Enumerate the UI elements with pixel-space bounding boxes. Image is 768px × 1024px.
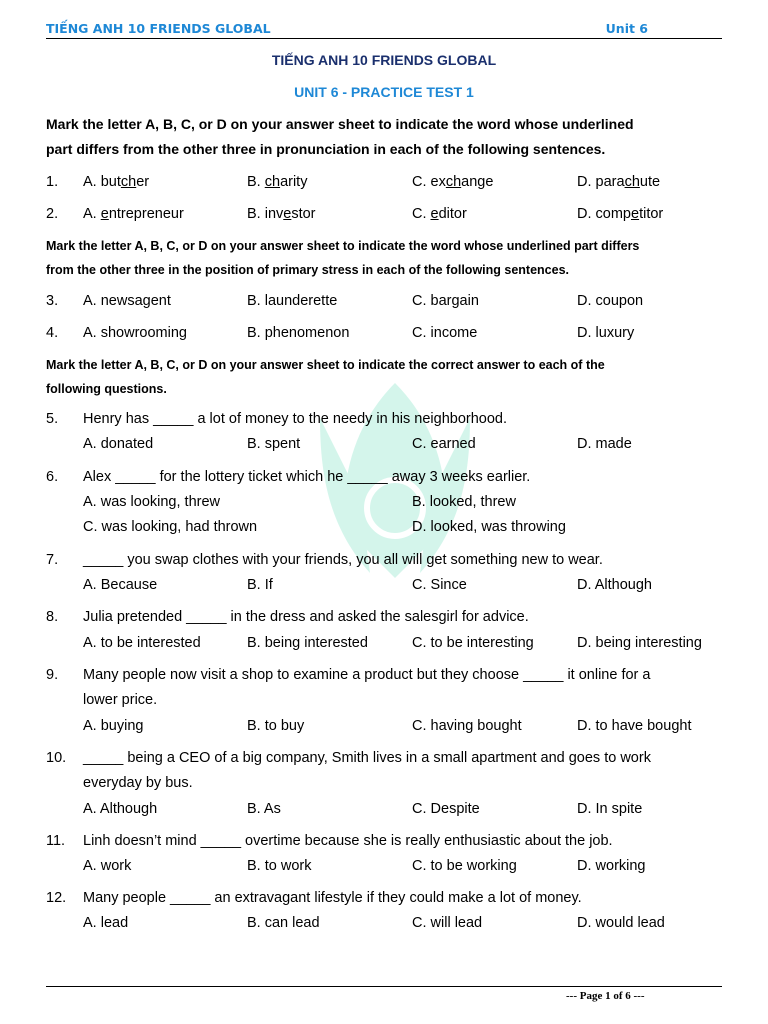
option-a[interactable]: A. lead [83, 915, 129, 931]
option-a[interactable]: A. buying [83, 718, 144, 734]
question-6-stem [0, 466, 768, 488]
option-d[interactable]: D. working [577, 858, 646, 874]
option-c[interactable]: C. Despite [412, 801, 480, 817]
option-a[interactable]: A. entrepreneur [83, 206, 184, 222]
option-c[interactable]: C. will lead [412, 915, 483, 931]
option-b[interactable]: B. to buy [247, 718, 305, 734]
question-number: 8. [46, 609, 59, 625]
option-b[interactable]: B. charity [247, 174, 308, 190]
question-7-stem [0, 549, 768, 571]
option-b[interactable]: B. looked, threw [412, 494, 516, 510]
option-d[interactable]: D. Although [577, 577, 652, 593]
option-b[interactable]: B. spent [247, 436, 301, 452]
running-header [46, 18, 722, 39]
question-10-stem-cont [0, 772, 768, 794]
question-10-stem [0, 747, 768, 769]
question-number: 4. [46, 325, 59, 341]
option-c[interactable]: C. bargain [412, 293, 479, 309]
document-title: TIẾNG ANH 10 FRIENDS GLOBAL [271, 52, 497, 68]
question-9-options [0, 715, 768, 737]
question-12-stem [0, 887, 768, 909]
question-12-options [0, 912, 768, 934]
question-1-options [0, 171, 768, 193]
option-a[interactable]: A. newsagent [83, 293, 171, 309]
question-number: 11. [46, 833, 66, 849]
question-5-stem [0, 408, 768, 430]
option-d[interactable]: D. coupon [577, 293, 644, 309]
question-number: 3. [46, 293, 59, 309]
question-text: everyday by bus. [83, 775, 193, 791]
option-c[interactable]: C. having bought [412, 718, 522, 734]
question-5-options [0, 433, 768, 455]
option-d[interactable]: D. being interesting [577, 635, 702, 651]
question-text: Many people _____ an extravagant lifestyle if they could make a lot of money. [83, 890, 582, 906]
footer-divider [46, 986, 722, 987]
question-text: _____ you swap clothes with your friends, you all will get something new to wear. [83, 552, 603, 568]
question-8-options [0, 632, 768, 654]
question-text: lower price. [83, 692, 158, 708]
header-course-title: TIẾNG ANH 10 FRIENDS GLOBAL [46, 21, 271, 36]
option-b[interactable]: B. If [247, 577, 273, 593]
option-b[interactable]: B. investor [247, 206, 316, 222]
option-d[interactable]: D. parachute [577, 174, 661, 190]
option-c[interactable]: C. earned [412, 436, 476, 452]
option-c[interactable]: C. to be interesting [412, 635, 534, 651]
question-9-stem [0, 664, 768, 686]
question-number: 5. [46, 411, 59, 427]
option-c[interactable]: C. exchange [412, 174, 494, 190]
option-b[interactable]: B. to work [247, 858, 312, 874]
question-number: 9. [46, 667, 59, 683]
option-a[interactable]: A. Because [83, 577, 158, 593]
option-d[interactable]: D. In spite [577, 801, 643, 817]
instruction-stress [46, 234, 726, 282]
option-d[interactable]: D. would lead [577, 915, 665, 931]
question-11-stem [0, 830, 768, 852]
question-8-stem [0, 606, 768, 628]
instruction-line: part differs from the other three in pronunciation in each of the following sentences. [46, 141, 606, 157]
option-a[interactable]: A. donated [83, 436, 154, 452]
option-d[interactable]: D. looked, was throwing [412, 519, 566, 535]
question-number: 10. [46, 750, 67, 766]
option-b[interactable]: B. launderette [247, 293, 338, 309]
question-7-options [0, 574, 768, 596]
question-number: 6. [46, 469, 59, 485]
option-c[interactable]: C. editor [412, 206, 467, 222]
instruction-correct-answer [46, 353, 726, 401]
question-text: Henry has _____ a lot of money to the needy in his neighborhood. [83, 411, 508, 427]
option-c[interactable]: C. was looking, had thrown [83, 519, 258, 535]
question-2-options [0, 203, 768, 225]
instruction-line: Mark the letter A, B, C, or D on your answer sheet to indicate the correct answer to each of the [46, 358, 605, 372]
question-10-options [0, 798, 768, 820]
instruction-line: from the other three in the position of primary stress in each of the following sentences. [46, 263, 569, 277]
option-a[interactable]: A. to be interested [83, 635, 201, 651]
question-9-stem-cont [0, 689, 768, 711]
option-c[interactable]: C. income [412, 325, 478, 341]
option-c[interactable]: C. Since [412, 577, 467, 593]
option-a[interactable]: A. work [83, 858, 132, 874]
question-4-options [0, 322, 768, 344]
question-text: Alex _____ for the lottery ticket which he _____ away 3 weeks earlier. [83, 469, 531, 485]
header-unit-label: Unit 6 [605, 21, 648, 36]
question-number: 12. [46, 890, 67, 906]
question-number: 2. [46, 206, 59, 222]
option-a[interactable]: A. showrooming [83, 325, 187, 341]
option-d[interactable]: D. made [577, 436, 632, 452]
instruction-line: Mark the letter A, B, C, or D on your answer sheet to indicate the word whose underlined part differs [46, 239, 640, 253]
question-6-options-row2 [0, 516, 768, 538]
option-b[interactable]: B. being interested [247, 635, 368, 651]
instruction-line: following questions. [46, 382, 167, 396]
page-number: --- Page 1 of 6 --- [566, 990, 645, 1002]
option-a[interactable]: A. was looking, threw [83, 494, 221, 510]
instruction-pronunciation [46, 112, 726, 162]
question-text: _____ being a CEO of a big company, Smith lives in a small apartment and goes to work [83, 750, 651, 766]
option-b[interactable]: B. phenomenon [247, 325, 350, 341]
question-number: 1. [46, 174, 59, 190]
option-d[interactable]: D. luxury [577, 325, 635, 341]
question-number: 7. [46, 552, 59, 568]
option-a[interactable]: A. Although [83, 801, 158, 817]
option-d[interactable]: D. to have bought [577, 718, 692, 734]
question-text: Linh doesn’t mind _____ overtime because she is really enthusiastic about the job. [83, 833, 613, 849]
test-title: UNIT 6 - PRACTICE TEST 1 [294, 84, 474, 100]
question-6-options-row1 [0, 491, 768, 513]
option-c[interactable]: C. to be working [412, 858, 517, 874]
option-a[interactable]: A. butcher [83, 174, 150, 190]
question-11-options [0, 855, 768, 877]
instruction-line: Mark the letter A, B, C, or D on your answer sheet to indicate the word whose underlined [46, 116, 634, 132]
question-3-options [0, 290, 768, 312]
option-d[interactable]: D. competitor [577, 206, 664, 222]
option-b[interactable]: B. As [247, 801, 281, 817]
question-text: Julia pretended _____ in the dress and asked the salesgirl for advice. [83, 609, 529, 625]
option-b[interactable]: B. can lead [247, 915, 320, 931]
question-text: Many people now visit a shop to examine a product but they choose _____ it online for a [83, 667, 651, 683]
